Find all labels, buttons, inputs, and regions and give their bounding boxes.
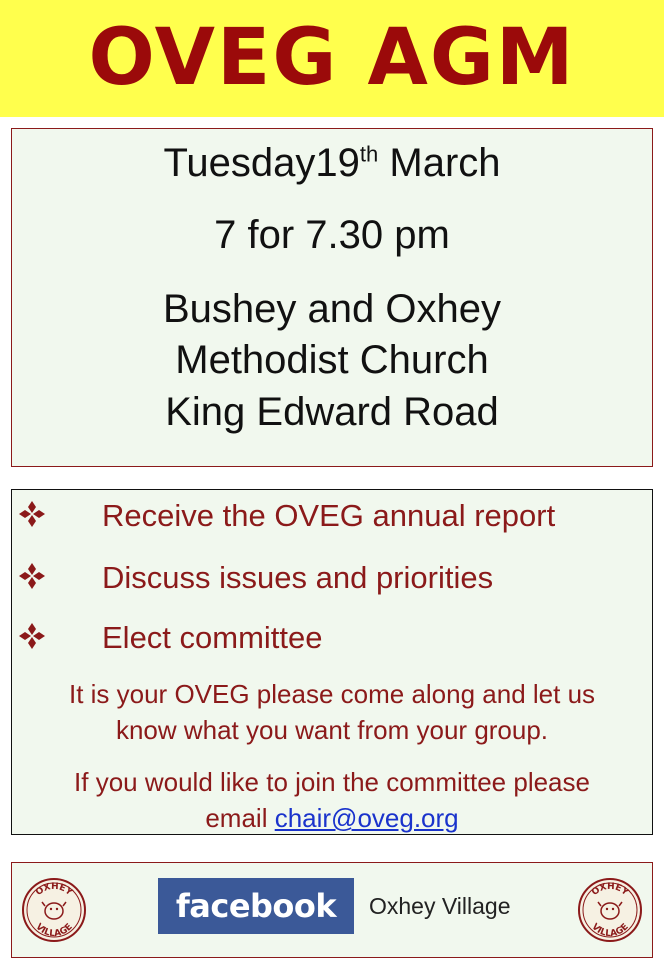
svg-text:OXHEY: OXHEY [34,881,74,898]
agenda-item [12,616,652,660]
venue-line-1: Bushey and Oxhey [163,287,501,331]
message-line-1: It is your OVEG please come along and let us [68,679,596,709]
email-link[interactable]: chair@oveg.org [274,803,459,833]
header-banner [0,0,664,117]
agenda-item [12,494,652,538]
svg-text:OXHEY: OXHEY [590,881,630,898]
oxhey-village-seal-icon [21,877,87,943]
event-details-box [11,128,653,467]
footer-box [11,862,653,958]
svg-text:VILLAGE: VILLAGE [589,922,631,940]
message-line-2: know what you want from your group. [115,715,549,745]
facebook-logo[interactable]: facebook [158,878,354,934]
event-time: 7 for 7.30 pm [214,213,450,257]
diamond-bullet-icon [18,500,46,528]
diamond-bullet-icon [18,622,46,650]
venue-line-3: King Edward Road [165,390,499,434]
oxhey-village-seal-icon [577,877,643,943]
event-date [12,139,652,187]
page-title: OVEG AGM [88,13,576,103]
agenda-item-label: Elect committee [102,620,323,655]
join-line: If you would like to join the committee please [74,767,590,797]
event-day: Tuesday19 [163,141,360,185]
agenda-box [11,489,653,835]
agenda-item-label: Discuss issues and priorities [102,560,494,595]
agenda-item [12,556,652,600]
facebook-page-name[interactable]: Oxhey Village [369,893,511,919]
diamond-bullet-icon [18,562,46,590]
event-day-suffix: th [359,141,379,167]
svg-text:VILLAGE: VILLAGE [33,922,75,940]
venue-line-2: Methodist Church [175,338,489,382]
event-month: March [378,141,501,185]
email-line [12,800,652,836]
agenda-item-label: Receive the OVEG annual report [102,498,556,533]
email-prefix: email [205,803,275,833]
